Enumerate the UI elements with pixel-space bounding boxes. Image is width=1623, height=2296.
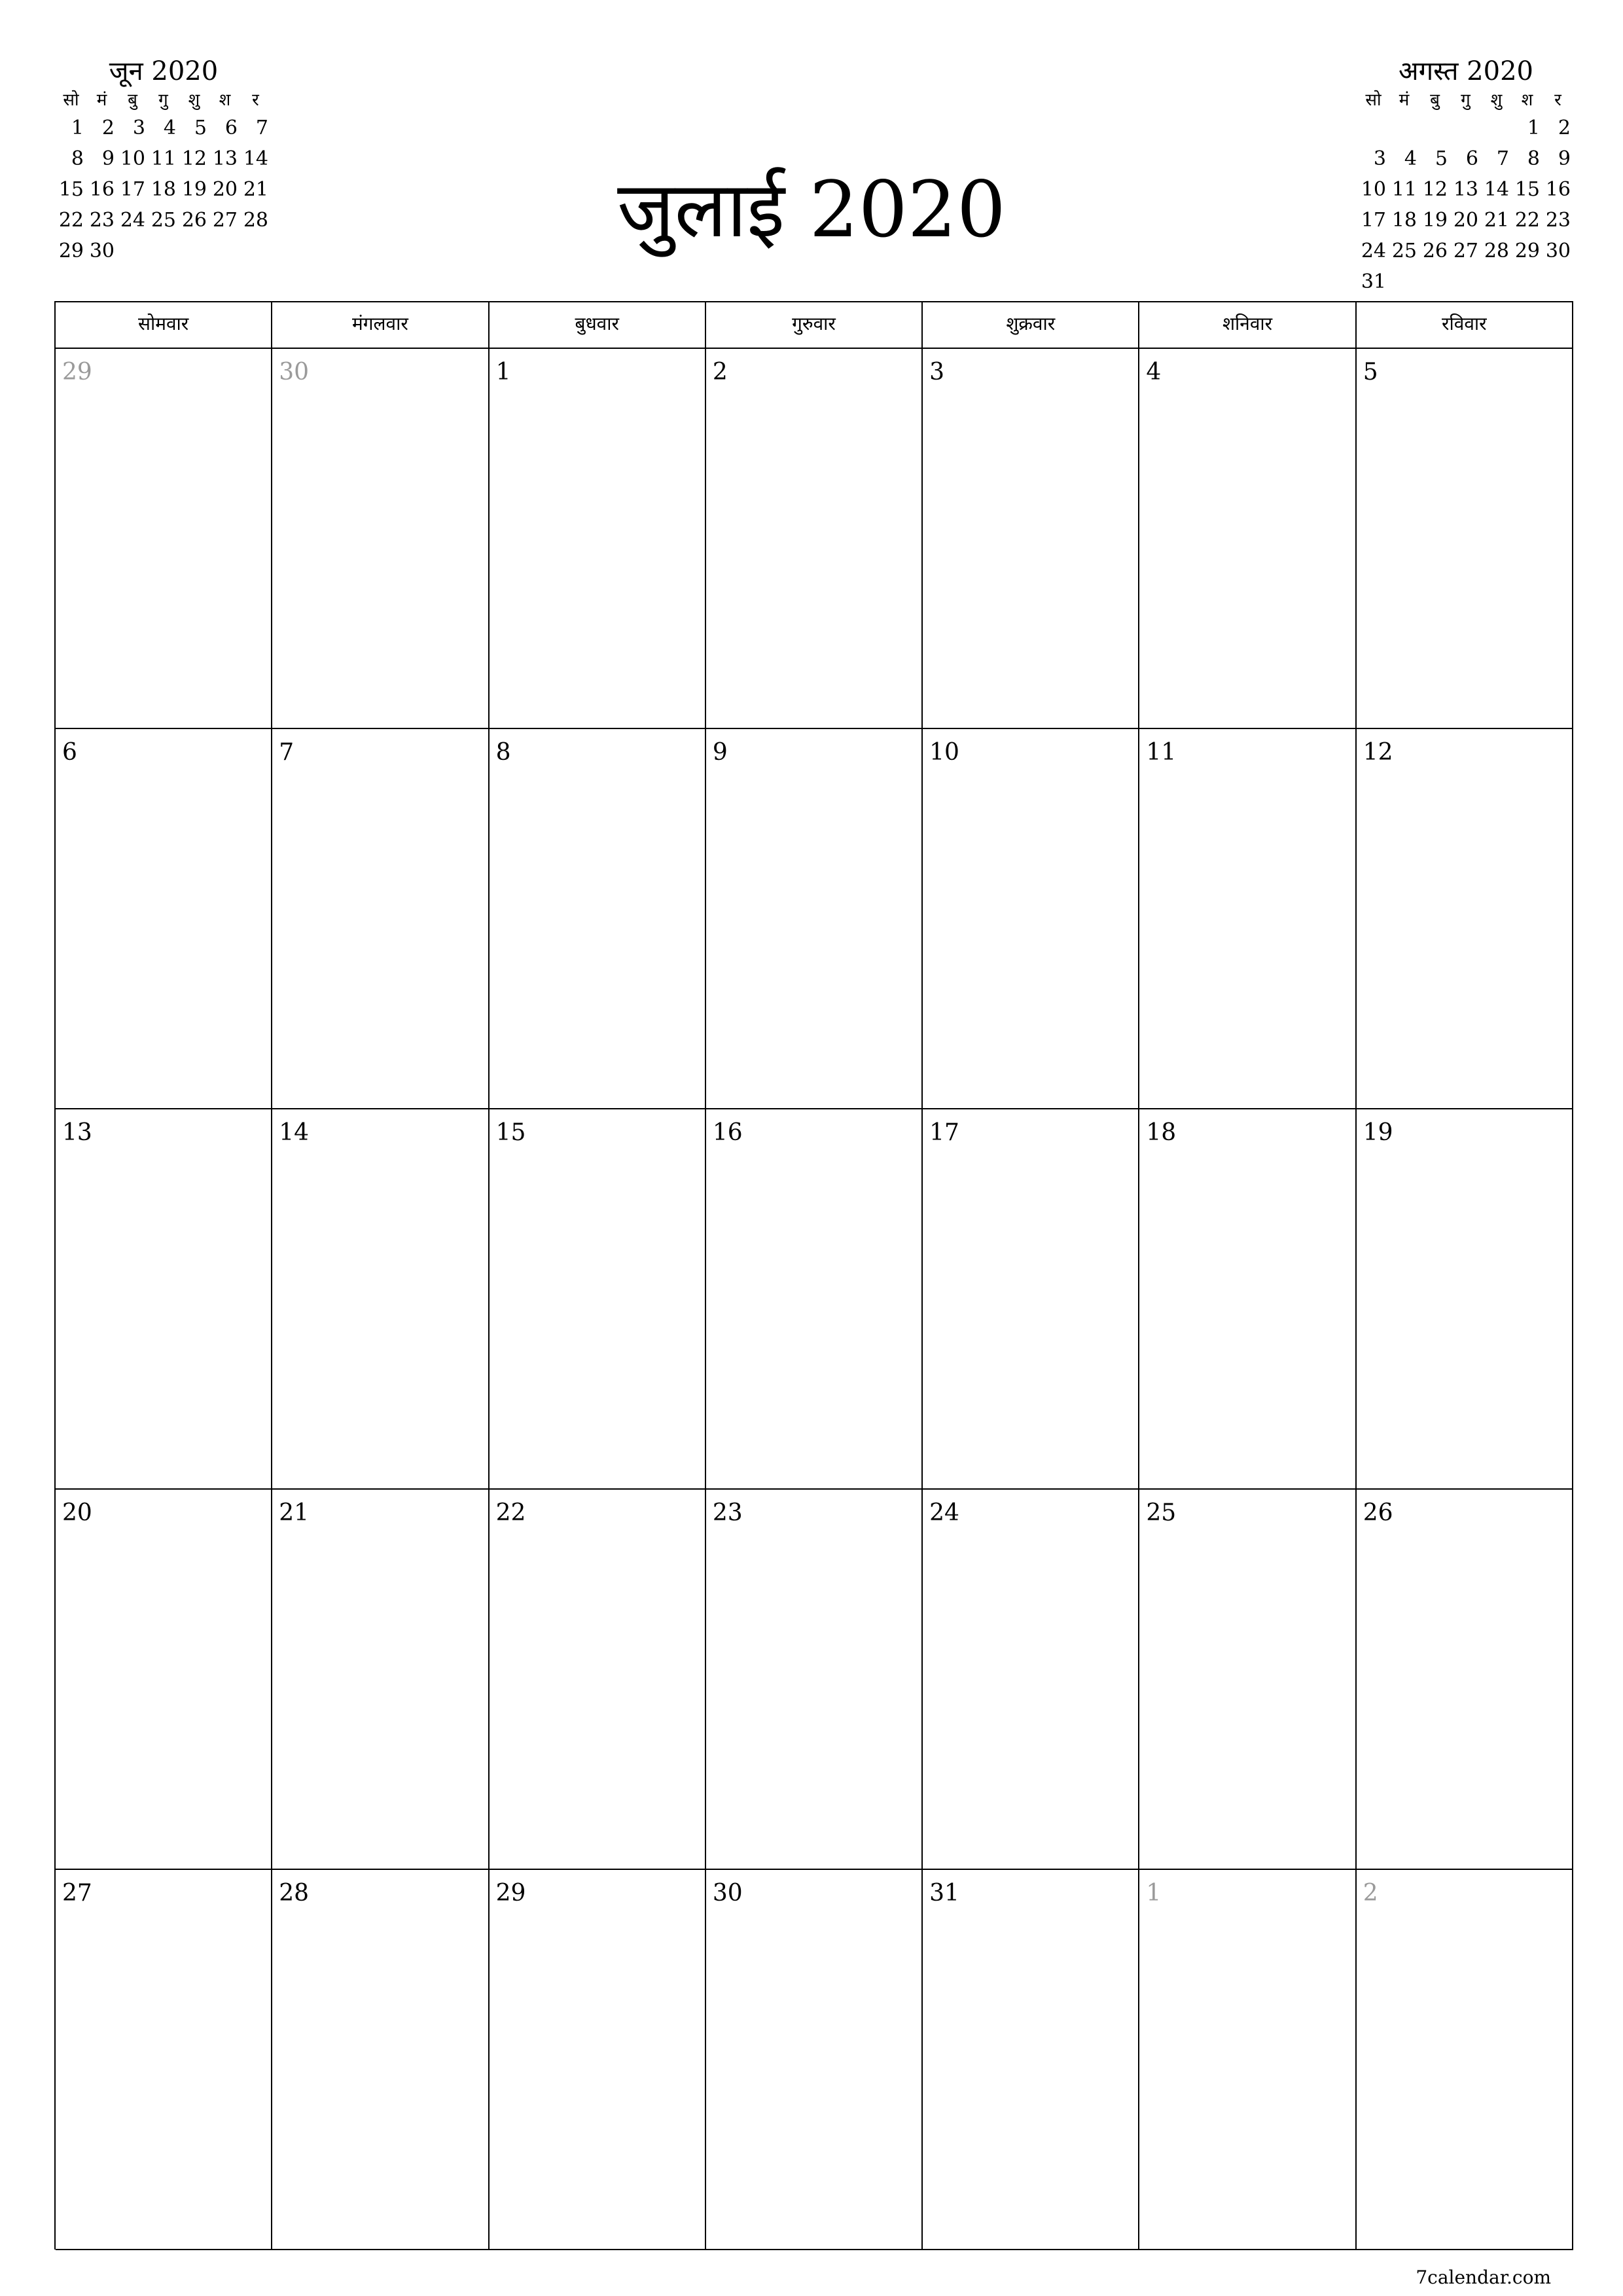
mini-day: 30 [89,240,115,262]
mini-weekday-header: सो [63,90,79,110]
day-number: 2 [712,359,728,386]
mini-day: 27 [212,209,238,232]
mini-day: 4 [163,117,176,139]
page-title: जुलाई 2020 [617,164,1006,255]
weekday-header: बुधवार [490,302,706,349]
mini-day: 5 [1435,147,1448,170]
day-number: 20 [62,1499,92,1526]
day-number: 27 [62,1880,92,1907]
weekday-header: गुरुवार [706,302,923,349]
mini-day: 3 [132,117,145,139]
day-cell [1139,1490,1356,1870]
weekday-header: सोमवार [56,302,272,349]
weekday-header: मंगलवार [272,302,489,349]
day-cell [272,1109,489,1490]
day-cell [1139,1109,1356,1490]
day-cell [706,1109,923,1490]
mini-weekday-header: र [1554,90,1561,110]
day-number: 25 [1146,1499,1177,1526]
day-cell [923,1490,1139,1870]
day-number: 14 [279,1119,310,1146]
week-row [56,1870,1573,2250]
day-number: 11 [1146,739,1177,766]
mini-day: 7 [1496,147,1509,170]
mini-day: 10 [120,147,145,170]
day-cell [272,1870,489,2250]
day-number: 19 [1363,1119,1393,1146]
mini-day: 9 [101,147,115,170]
mini-weekday-header: गु [1461,90,1471,110]
day-cell [706,349,923,729]
mini-day: 21 [243,178,268,201]
mini-day: 31 [1361,270,1386,293]
day-number: 3 [929,359,945,386]
mini-calendar-title: अगस्त 2020 [1399,56,1533,86]
mini-weekday-header: मं [96,90,107,110]
mini-day: 7 [255,117,268,139]
day-cell [490,1870,706,2250]
day-number: 26 [1363,1499,1393,1526]
day-cell [923,1870,1139,2250]
day-number: 5 [1363,359,1378,386]
mini-day: 14 [1484,178,1509,201]
day-cell [1357,349,1573,729]
mini-weekday-header: गु [158,90,168,110]
day-cell [56,729,272,1109]
mini-day: 1 [71,117,84,139]
day-cell [1139,349,1356,729]
day-number: 1 [1146,1880,1162,1907]
mini-day: 21 [1484,209,1509,232]
mini-day: 23 [89,209,115,232]
mini-day: 19 [181,178,207,201]
mini-day: 19 [1422,209,1448,232]
mini-day: 12 [181,147,207,170]
day-cell [272,349,489,729]
day-number: 28 [279,1880,310,1907]
mini-day [1419,266,1450,297]
day-number: 10 [929,739,959,766]
mini-weekday-header: मं [1399,90,1410,110]
mini-weekday-header: सो [1365,90,1382,110]
day-number: 17 [929,1119,959,1146]
day-number: 7 [279,739,294,766]
mini-day: 22 [1514,209,1540,232]
mini-day: 17 [1361,209,1386,232]
mini-day: 12 [1422,178,1448,201]
mini-day: 5 [194,117,207,139]
day-number: 9 [712,739,728,766]
day-cell [272,729,489,1109]
day-number: 29 [62,359,92,386]
mini-day [1419,113,1450,143]
mini-day: 20 [1453,209,1478,232]
mini-day: 1 [1527,117,1540,139]
day-cell [56,1490,272,1870]
day-number: 21 [279,1499,310,1526]
day-cell [706,1870,923,2250]
mini-day: 13 [1453,178,1478,201]
day-number: 29 [495,1880,526,1907]
mini-day: 6 [1465,147,1478,170]
mini-day: 23 [1545,209,1571,232]
week-row [56,349,1573,729]
day-cell [706,729,923,1109]
day-number: 6 [62,739,77,766]
day-cell [1357,1109,1573,1490]
weekday-header: शुक्रवार [923,302,1139,349]
mini-day: 29 [58,240,84,262]
day-number: 30 [712,1880,743,1907]
mini-calendar-next [1358,56,1574,297]
weekday-header-row [56,302,1573,349]
day-cell [490,1109,706,1490]
weekday-header: रविवार [1357,302,1573,349]
mini-day: 3 [1373,147,1386,170]
day-number: 12 [1363,739,1393,766]
mini-day: 18 [1391,209,1417,232]
day-number: 8 [495,739,511,766]
mini-day: 15 [58,178,84,201]
day-number: 24 [929,1499,959,1526]
mini-day: 2 [101,117,115,139]
mini-day [1389,113,1419,143]
day-cell [56,1109,272,1490]
day-cell [1139,1870,1356,2250]
month-calendar-grid [54,301,1573,2250]
mini-day: 20 [212,178,238,201]
mini-calendar-grid [1358,88,1574,297]
day-cell [490,1490,706,1870]
mini-day: 27 [1453,240,1478,262]
mini-day: 28 [243,209,268,232]
day-cell [923,349,1139,729]
mini-weekday-header: र [252,90,259,110]
mini-day: 26 [181,209,207,232]
mini-day: 4 [1404,147,1417,170]
day-cell [923,1109,1139,1490]
day-cell [490,349,706,729]
mini-day: 24 [120,209,145,232]
mini-day: 22 [58,209,84,232]
mini-day [1389,266,1419,297]
mini-day: 9 [1558,147,1571,170]
mini-day [1543,266,1573,297]
mini-day: 15 [1514,178,1540,201]
day-cell [56,1870,272,2250]
day-cell [1357,1870,1573,2250]
weekday-header: शनिवार [1139,302,1356,349]
day-cell [1357,729,1573,1109]
day-number: 23 [712,1499,743,1526]
mini-weekday-header: बु [128,90,137,110]
mini-day [1481,113,1512,143]
day-number: 16 [712,1119,743,1146]
mini-calendar-title: जून 2020 [109,56,219,86]
mini-day: 8 [1527,147,1540,170]
mini-day: 16 [89,178,115,201]
mini-day [1481,266,1512,297]
mini-day: 30 [1545,240,1571,262]
mini-weekday-header: शु [188,90,200,110]
day-number: 30 [279,359,310,386]
mini-day: 24 [1361,240,1386,262]
mini-day: 2 [1558,117,1571,139]
mini-day: 17 [120,178,145,201]
mini-day: 18 [151,178,176,201]
mini-day: 28 [1484,240,1509,262]
mini-day: 26 [1422,240,1448,262]
mini-day: 14 [243,147,268,170]
mini-day: 11 [151,147,176,170]
week-row [56,1109,1573,1490]
mini-day: 16 [1545,178,1571,201]
day-cell [1357,1490,1573,1870]
mini-day: 10 [1361,178,1386,201]
mini-day: 25 [151,209,176,232]
day-cell [490,729,706,1109]
day-number: 13 [62,1119,92,1146]
day-cell [1139,729,1356,1109]
mini-day [1512,266,1543,297]
mini-day: 13 [212,147,238,170]
mini-day [1358,113,1389,143]
week-row [56,729,1573,1109]
mini-weekday-header: श [219,90,231,110]
day-number: 1 [495,359,511,386]
day-number: 4 [1146,359,1162,386]
mini-day: 11 [1391,178,1417,201]
mini-weekday-header: श [1521,90,1533,110]
week-row [56,1490,1573,1870]
day-cell [923,729,1139,1109]
mini-day: 25 [1391,240,1417,262]
mini-weekday-header: शु [1490,90,1503,110]
day-number: 22 [495,1499,526,1526]
mini-weekday-header: बु [1430,90,1440,110]
day-number: 15 [495,1119,526,1146]
day-cell [272,1490,489,1870]
day-number: 31 [929,1880,959,1907]
day-cell [706,1490,923,1870]
mini-day [1450,113,1481,143]
mini-day: 6 [224,117,238,139]
day-number: 2 [1363,1880,1378,1907]
day-number: 18 [1146,1119,1177,1146]
mini-day: 8 [71,147,84,170]
mini-day [1450,266,1481,297]
mini-day: 29 [1514,240,1540,262]
day-cell [56,349,272,729]
footer-credit: 7calendar.com [1416,2267,1551,2288]
